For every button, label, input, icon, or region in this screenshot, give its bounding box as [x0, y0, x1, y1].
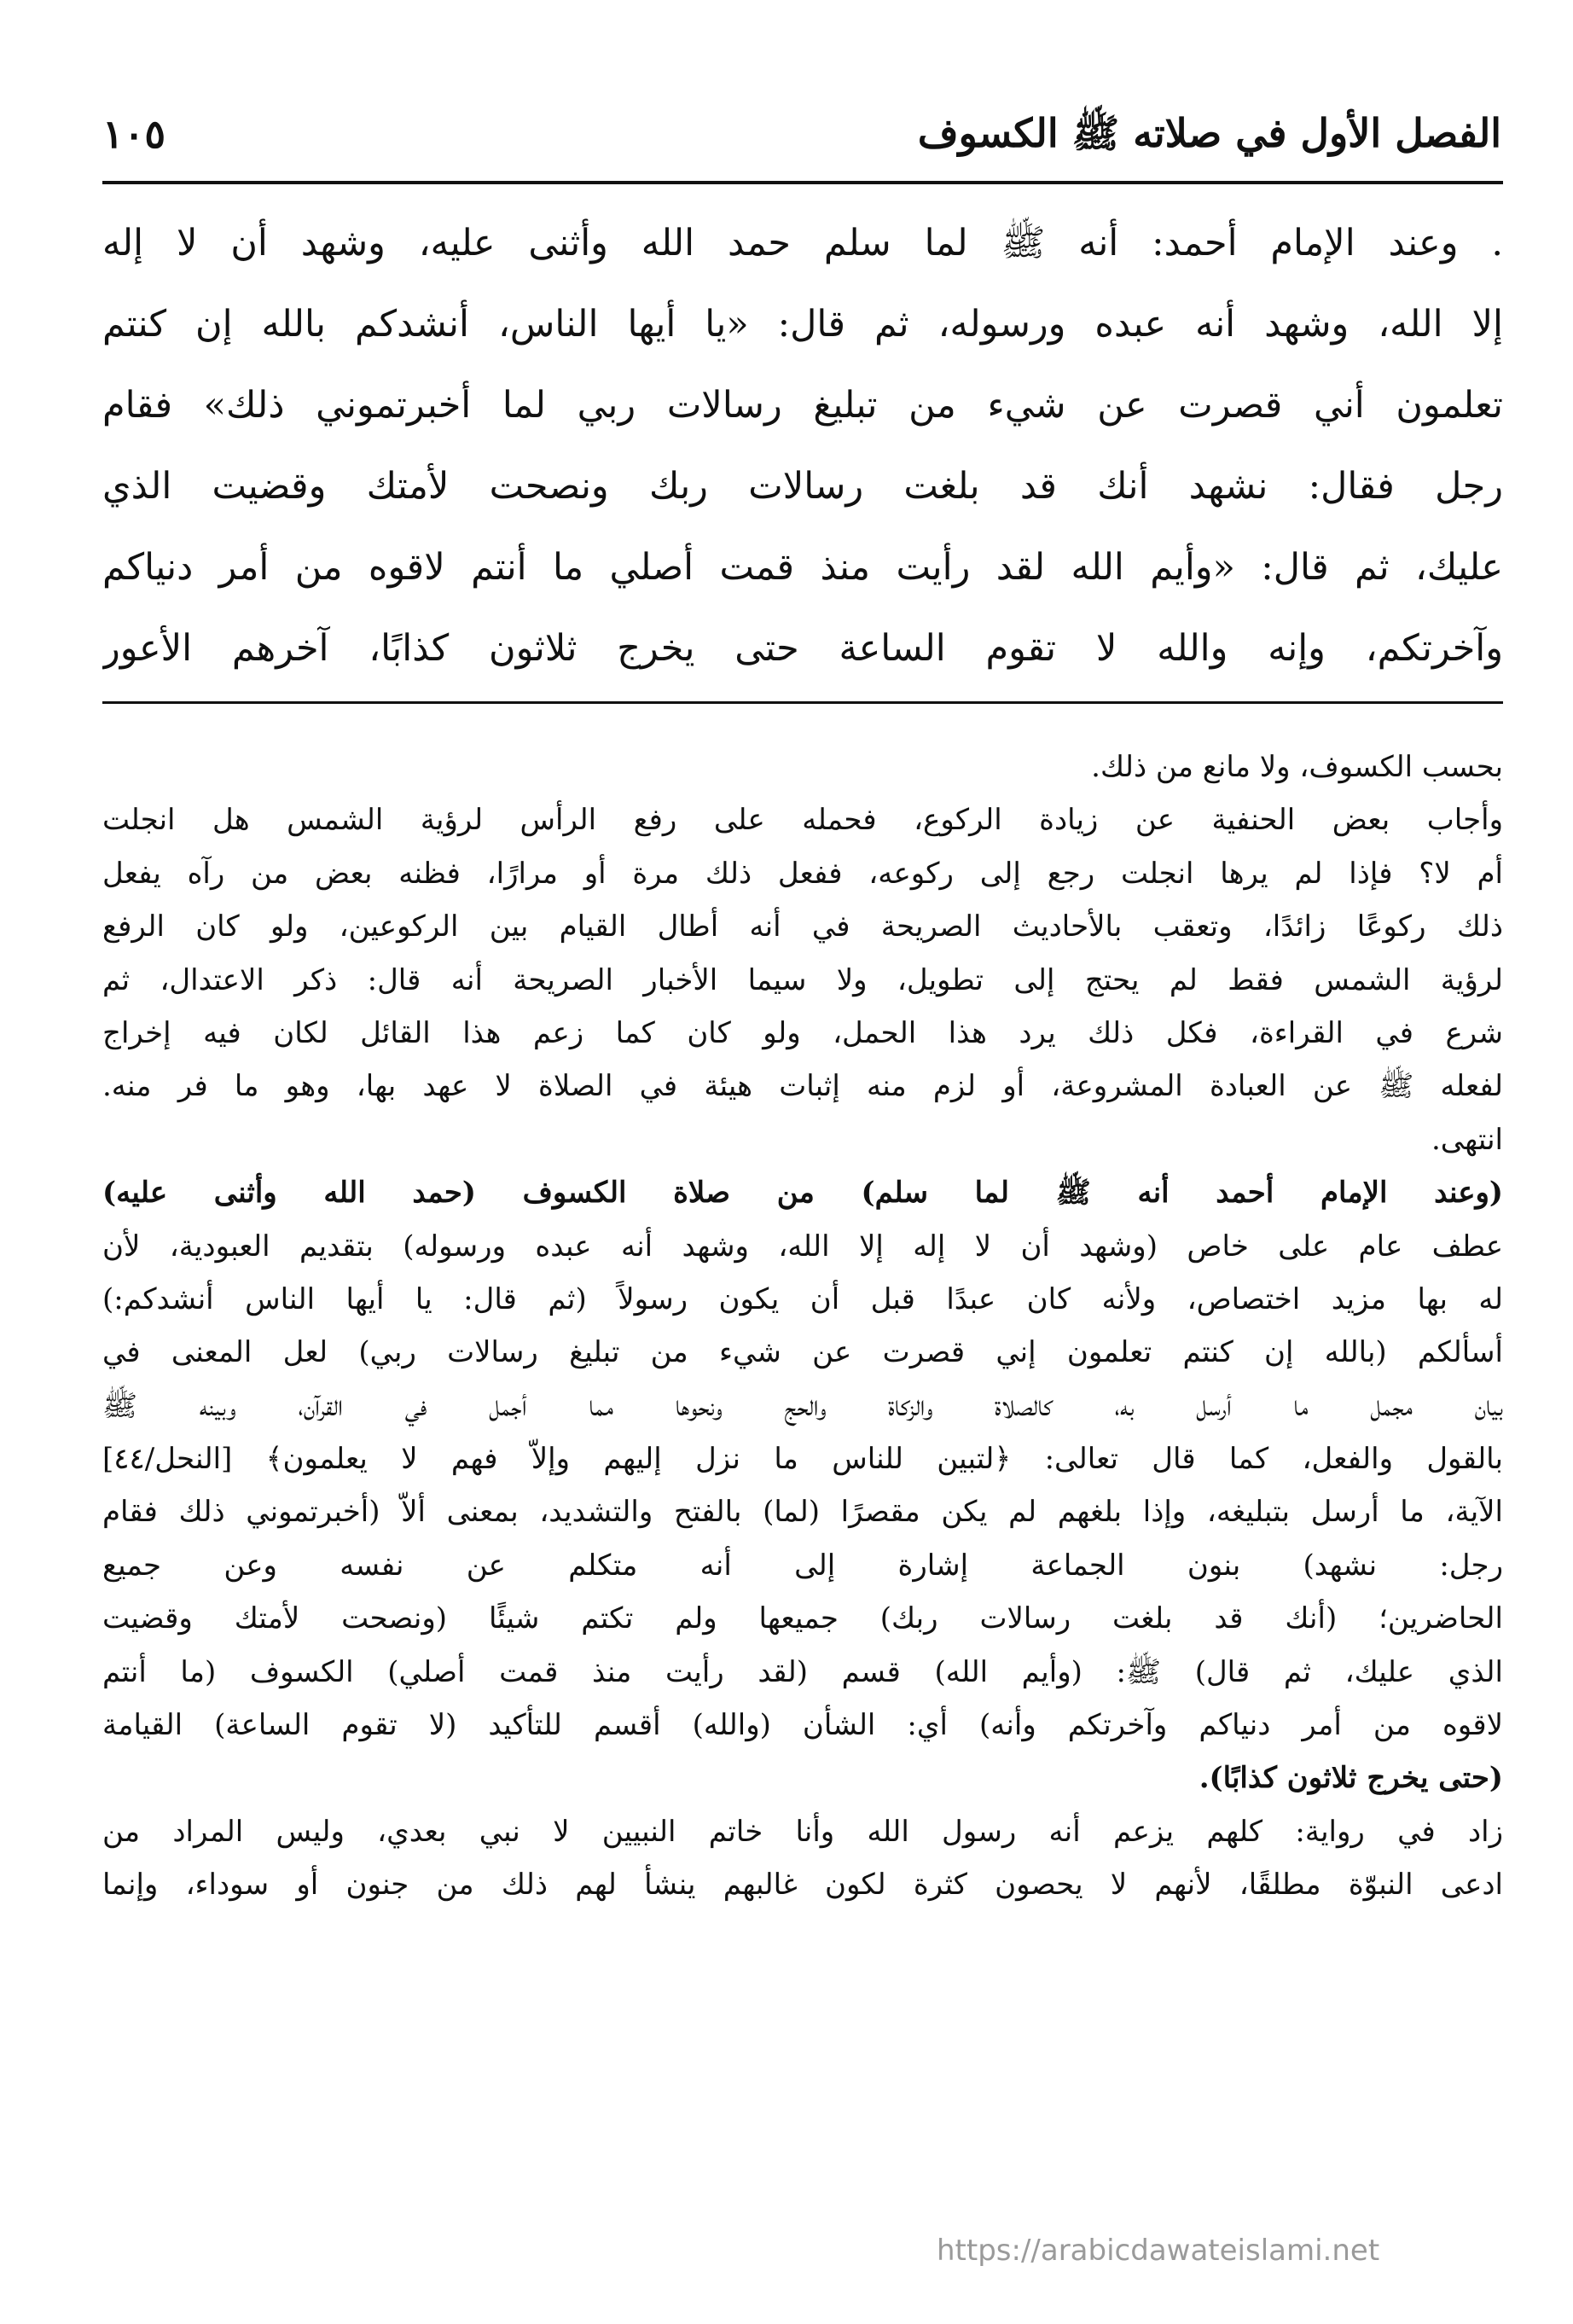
commentary-line: أسألكم (بالله إن كنتم تعلمون إني قصرت عن شيء من تبليغ رسالات ربي) لعل المعنى في [102, 1335, 1503, 1370]
chapter-title: الفصل الأول في صلاته ﷺ الكسوف [917, 110, 1501, 156]
hadith-line: إلا الله، وشهد أنه عبده ورسوله، ثم قال: «يا أيها الناس، أنشدكم بالله إن كنتم [102, 303, 1503, 346]
commentary-line: عطف عام على خاص (وشهد أن لا إله إلا الله، وشهد أنه عبده ورسوله) بتقديم العبودية، لأن [102, 1229, 1503, 1264]
hadith-text [102, 203, 1503, 689]
commentary-line: بحسب الكسوف، ولا مانع من ذلك. [1091, 750, 1503, 784]
commentary-line: له بها مزيد اختصاص، ولأنه كان عبدًا قبل أن يكون رسولاً (ثم قال: يا أيها الناس أنشدكم:) [102, 1281, 1503, 1316]
commentary-text [102, 741, 1503, 1912]
commentary-line: وأجاب بعض الحنفية عن زيادة الركوع، فحمله على رفع الرأس لرؤية الشمس هل انجلت [102, 803, 1503, 838]
commentary-line: لفعله ﷺ عن العبادة المشروعة، أو لزم منه إثبات هيئة في الصلاة لا عهد بها، وهو ما فر منه. [102, 1069, 1503, 1104]
commentary-separator [102, 701, 1503, 704]
commentary-line: ذلك ركوعًا زائدًا، وتعقب بالأحاديث الصريحة في أنه أطال القيام بين الركوعين، ولو كان الرفع [102, 909, 1503, 944]
commentary-line: زاد في رواية: كلهم يزعم أنه رسول الله وأنا خاتم النبيين لا نبي بعدي، وليس المراد من [102, 1814, 1503, 1849]
commentary-line: الذي عليك، ثم قال) ﷺ: (وأيم الله) قسم (لقد رأيت منذ قمت أصلي) الكسوف (ما أنتم [102, 1654, 1503, 1689]
commentary-line: ادعى النبوّة مطلقًا، لأنهم لا يحصون كثرة لكون غالبهم ينشأ لهم ذلك من جنون أو سوداء، وإنما [102, 1868, 1503, 1903]
commentary-line: بيان مجمل ما أرسل به، كالصلاة والزكاة والحج ونحوها مما أجمل في القرآن، وبينه ﷺ [102, 1388, 1503, 1423]
commentary-line: أم لا؟ فإذا لم يرها انجلت رجع إلى ركوعه، ففعل ذلك مرة أو مرارًا، فظنه بعض من رآه يفعل [102, 856, 1503, 891]
hadith-line: عليك، ثم قال: «وأيم الله لقد رأيت منذ قمت أصلي ما أنتم لاقوه من أمر دنياكم [102, 546, 1503, 589]
hadith-line: . وعند الإمام أحمد: أنه ﷺ لما سلم حمد الله وأثنى عليه، وشهد أن لا إله [102, 222, 1503, 264]
header-rule [102, 181, 1503, 184]
commentary-line: الحاضرين؛ (أنك قد بلغت رسالات ربك) جميعها ولم تكتم شيئًا (ونصحت لأمتك وقضيت [102, 1601, 1503, 1636]
page-number: ١٠٥ [102, 111, 166, 157]
commentary-line: لرؤية الشمس فقط لم يحتج إلى تطويل، ولا سيما الأخبار الصريحة أنه قال: ذكر الاعتدال، ثم [102, 962, 1503, 997]
page-header [102, 109, 1501, 169]
commentary-line: الآية، ما أرسل بتبليغه، وإذا بلغهم لم يكن مقصرًا (لما) بالفتح والتشديد، بمعنى ألاّ (أخبرتموني ذلك فقام [102, 1495, 1503, 1530]
commentary-line: (حتى يخرج ثلاثون كذابًا). [1199, 1761, 1503, 1796]
commentary-line: (وعند الإمام أحمد أنه ﷺ لما سلم) من صلاة الكسوف (حمد الله وأثنى عليه) [102, 1176, 1503, 1211]
commentary-line: رجل: نشهد) بنون الجماعة إشارة إلى أنه متكلم عن نفسه وعن جميع [102, 1548, 1503, 1583]
hadith-line: وآخرتكم، وإنه والله لا تقوم الساعة حتى يخرج ثلاثون كذابًا، آخرهم الأعور [102, 627, 1503, 670]
commentary-line: انتهى. [1431, 1122, 1503, 1157]
hadith-line: تعلمون أني قصرت عن شيء من تبليغ رسالات ربي لما أخبرتموني ذلك» فقام [102, 384, 1503, 427]
hadith-line: رجل فقال: نشهد أنك قد بلغت رسالات ربك ونصحت لأمتك وقضيت الذي [102, 465, 1503, 508]
commentary-line: بالقول والفعل، كما قال تعالى: ﴿لتبين للناس ما نزل إليهم وإلاّ فهم لا يعلمون﴾ [النحل/٤٤] [102, 1442, 1503, 1477]
watermark-url: https://arabicdawateislami.net [937, 2234, 1380, 2268]
commentary-line: شرع في القراءة، فكل ذلك يرد هذا الحمل، ولو كان كما زعم هذا القائل لكان فيه إخراج [102, 1015, 1503, 1050]
commentary-line: لاقوه من أمر دنياكم وآخرتكم وأنه) أي: الشأن (والله) أقسم للتأكيد (لا تقوم الساعة) القيامة [102, 1708, 1503, 1743]
